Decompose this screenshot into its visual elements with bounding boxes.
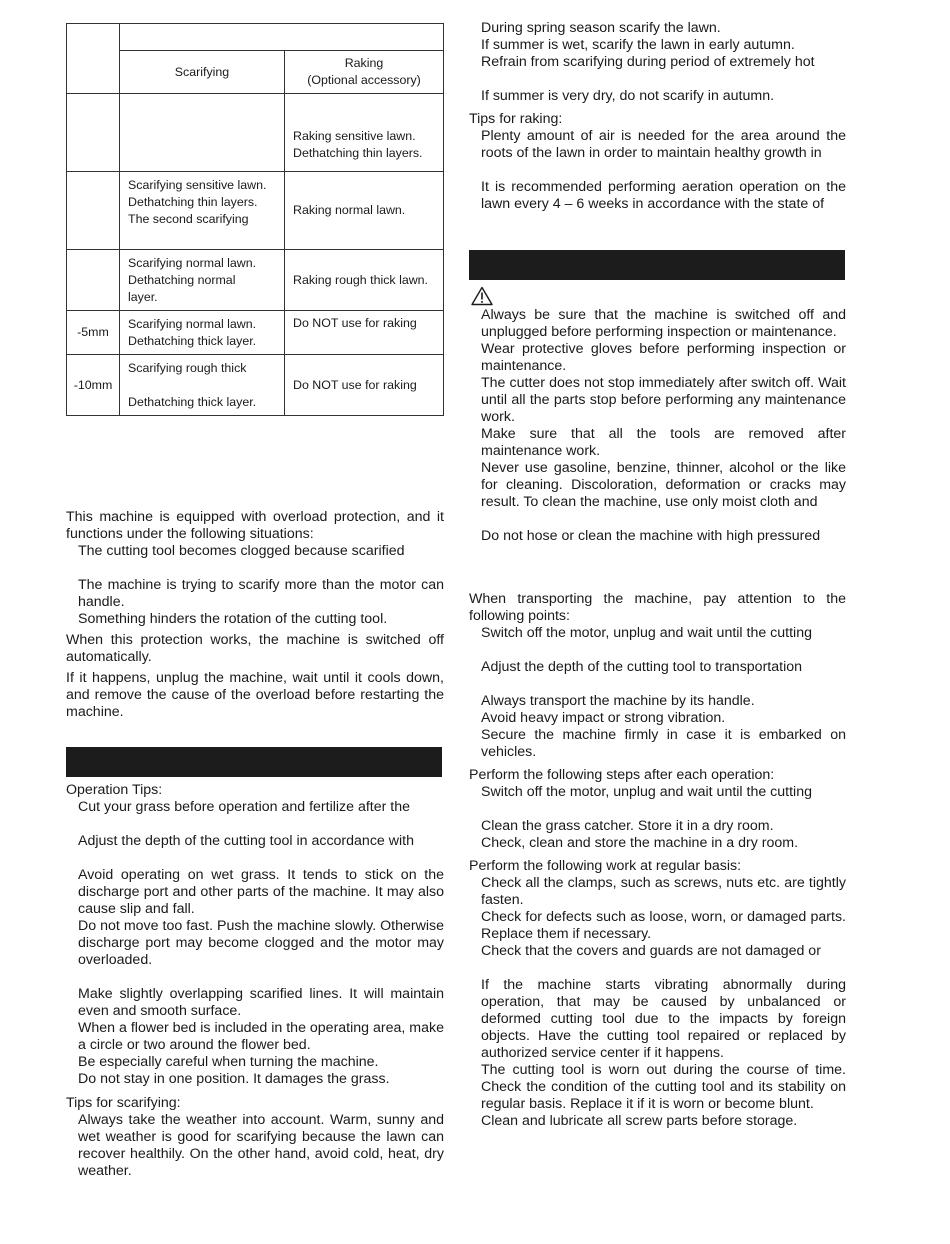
list-item: Refrain from scarifying during period of extremely hot — [481, 54, 815, 70]
scarifying-cell — [120, 94, 285, 172]
transport-heading: When transporting the machine, pay attention to the following points: — [469, 591, 846, 624]
raking-line: Dethatching thin layers. — [293, 145, 423, 160]
after-operation-heading: Perform the following steps after each operation: — [469, 767, 775, 783]
list-item: Make slightly overlapping scarified lines. It will maintain even and smooth surface. — [78, 986, 444, 1019]
overload-intro: This machine is equipped with overload protection, and it functions under the following situations: — [66, 509, 444, 542]
regular-basis-heading: Perform the following work at regular basis: — [469, 858, 742, 874]
list-item: If summer is wet, scarify the lawn in early autumn. — [481, 37, 795, 53]
list-item: The cutting tool is worn out during the course of time. Check the condition of the cutting tool and its stability on regular basis. Replace it if it is worn or become blunt. — [481, 1062, 846, 1112]
overload-paragraph: If it happens, unplug the machine, wait until it cools down, and remove the cause of the overload before restarting the machine. — [66, 670, 444, 720]
depth-cell — [67, 94, 120, 172]
raking-cell: Raking normal lawn. — [285, 172, 444, 250]
table-corner-cell — [67, 24, 120, 94]
warning-icon — [471, 286, 493, 306]
scarifying-line: Dethatching normal — [128, 272, 236, 287]
section-header-bar — [469, 250, 845, 280]
header-raking-label: Raking — [344, 56, 384, 70]
depth-settings-table — [66, 23, 444, 416]
scarifying-cell — [120, 355, 285, 416]
list-item: Do not hose or clean the machine with high pressured — [481, 528, 821, 544]
scarifying-line: Scarifying rough thick — [128, 360, 247, 375]
table-row — [67, 355, 444, 416]
raking-tips-heading: Tips for raking: — [469, 111, 563, 127]
list-item: Do not move too fast. Push the machine slowly. Otherwise discharge port may become clogged and the motor may overloaded. — [78, 918, 444, 968]
list-item: The machine is trying to scarify more than the motor can handle. — [78, 577, 444, 610]
list-item: Always transport the machine by its handle. — [481, 693, 755, 709]
list-item: Check, clean and store the machine in a dry room. — [481, 835, 799, 851]
depth-cell: -5mm — [67, 311, 120, 355]
list-item: If summer is very dry, do not scarify in autumn. — [481, 88, 775, 104]
list-item: Wear protective gloves before performing inspection or maintenance. — [481, 341, 846, 374]
table-row — [67, 94, 444, 172]
list-item: Check for defects such as loose, worn, or damaged parts. Replace them if necessary. — [481, 909, 846, 942]
maintenance-section — [469, 307, 846, 545]
overload-section — [66, 509, 444, 721]
list-item: If the machine starts vibrating abnormally during operation, that may be caused by unbalanced or deformed cutting tool due to the impacts by foreign objects. Have the cutting tool repaired or replaced by authorized service center if it happens. — [481, 977, 846, 1061]
raking-cell: Raking rough thick lawn. — [285, 250, 444, 311]
depth-cell — [67, 172, 120, 250]
list-item: Switch off the motor, unplug and wait until the cutting — [481, 784, 812, 800]
list-item: The cutter does not stop immediately after switch off. Wait until all the parts stop before performing any maintenance work. — [481, 375, 846, 425]
scarifying-line: Dethatching thick layer. — [128, 394, 257, 409]
scarifying-line: Dethatching thin layers. — [128, 194, 258, 209]
list-item: Do not stay in one position. It damages the grass. — [78, 1071, 390, 1087]
list-item: Secure the machine firmly in case it is embarked on vehicles. — [481, 727, 846, 760]
overload-paragraph: When this protection works, the machine is switched off automatically. — [66, 632, 444, 665]
header-raking — [285, 51, 444, 94]
list-item: Check that the covers and guards are not damaged or — [481, 943, 821, 959]
list-item: Make sure that all the tools are removed after maintenance work. — [481, 426, 846, 459]
list-item: Adjust the depth of the cutting tool to transportation — [481, 659, 803, 675]
list-item: Clean the grass catcher. Store it in a dry room. — [481, 818, 774, 834]
list-item: During spring season scarify the lawn. — [481, 20, 721, 36]
scarifying-tips-heading: Tips for scarifying: — [66, 1095, 181, 1111]
list-item: Cut your grass before operation and fertilize after the — [78, 799, 411, 815]
operation-tips-heading: Operation Tips: — [66, 782, 163, 798]
table-title-cell — [120, 24, 444, 51]
raking-line: Raking sensitive lawn. — [293, 128, 416, 143]
scarifying-cell — [120, 311, 285, 355]
raking-cell: Do NOT use for raking — [285, 355, 444, 416]
list-item: Something hinders the rotation of the cutting tool. — [78, 611, 388, 627]
header-scarifying: Scarifying — [120, 51, 285, 94]
raking-cell: Do NOT use for raking — [285, 311, 444, 355]
section-header-bar — [66, 747, 442, 777]
operation-tips-section — [66, 782, 444, 1180]
scarifying-line: Scarifying normal lawn. — [128, 316, 257, 331]
list-item: Check all the clamps, such as screws, nuts etc. are tightly fasten. — [481, 875, 846, 908]
table-row — [67, 172, 444, 250]
list-item: Switch off the motor, unplug and wait until the cutting — [481, 625, 812, 641]
list-item: Always take the weather into account. Warm, sunny and wet weather is good for scarifying because the lawn can recover healthily. On the other hand, avoid cold, heat, dry weather. — [78, 1112, 444, 1179]
list-item: Avoid heavy impact or strong vibration. — [481, 710, 726, 726]
scarifying-cell — [120, 172, 285, 250]
season-section — [469, 20, 846, 213]
list-item: Never use gasoline, benzine, thinner, alcohol or the like for cleaning. Discoloration, deformation or cracks may result. To clean the machine, use only moist cloth and — [481, 460, 846, 510]
scarifying-line: Scarifying sensitive lawn. — [128, 177, 267, 192]
depth-cell: -10mm — [67, 355, 120, 416]
table-row — [67, 311, 444, 355]
header-raking-note: (Optional accessory) — [307, 73, 421, 87]
list-item: Plenty amount of air is needed for the area around the roots of the lawn in order to maintain healthy growth in — [481, 128, 846, 161]
list-item: Avoid operating on wet grass. It tends to stick on the discharge port and other parts of the machine. It may also cause slip and fall. — [78, 867, 444, 917]
depth-cell — [67, 250, 120, 311]
list-item: Adjust the depth of the cutting tool in accordance with — [78, 833, 414, 849]
list-item: It is recommended performing aeration operation on the lawn every 4 – 6 weeks in accordance with the state of — [481, 179, 846, 212]
table-row — [67, 250, 444, 311]
list-item: When a flower bed is included in the operating area, make a circle or two around the flower bed. — [78, 1020, 444, 1053]
list-item: The cutting tool becomes clogged because scarified — [78, 543, 405, 559]
scarifying-line: layer. — [128, 289, 158, 304]
list-item: Be especially careful when turning the machine. — [78, 1054, 379, 1070]
raking-cell — [285, 94, 444, 172]
scarifying-cell — [120, 250, 285, 311]
list-item: Always be sure that the machine is switched off and unplugged before performing inspection or maintenance. — [481, 307, 846, 340]
list-item: Clean and lubricate all screw parts before storage. — [481, 1113, 798, 1129]
transport-section — [469, 591, 846, 1130]
scarifying-line: Dethatching thick layer. — [128, 333, 257, 348]
scarifying-line: The second scarifying — [128, 211, 249, 226]
scarifying-line: Scarifying normal lawn. — [128, 255, 257, 270]
